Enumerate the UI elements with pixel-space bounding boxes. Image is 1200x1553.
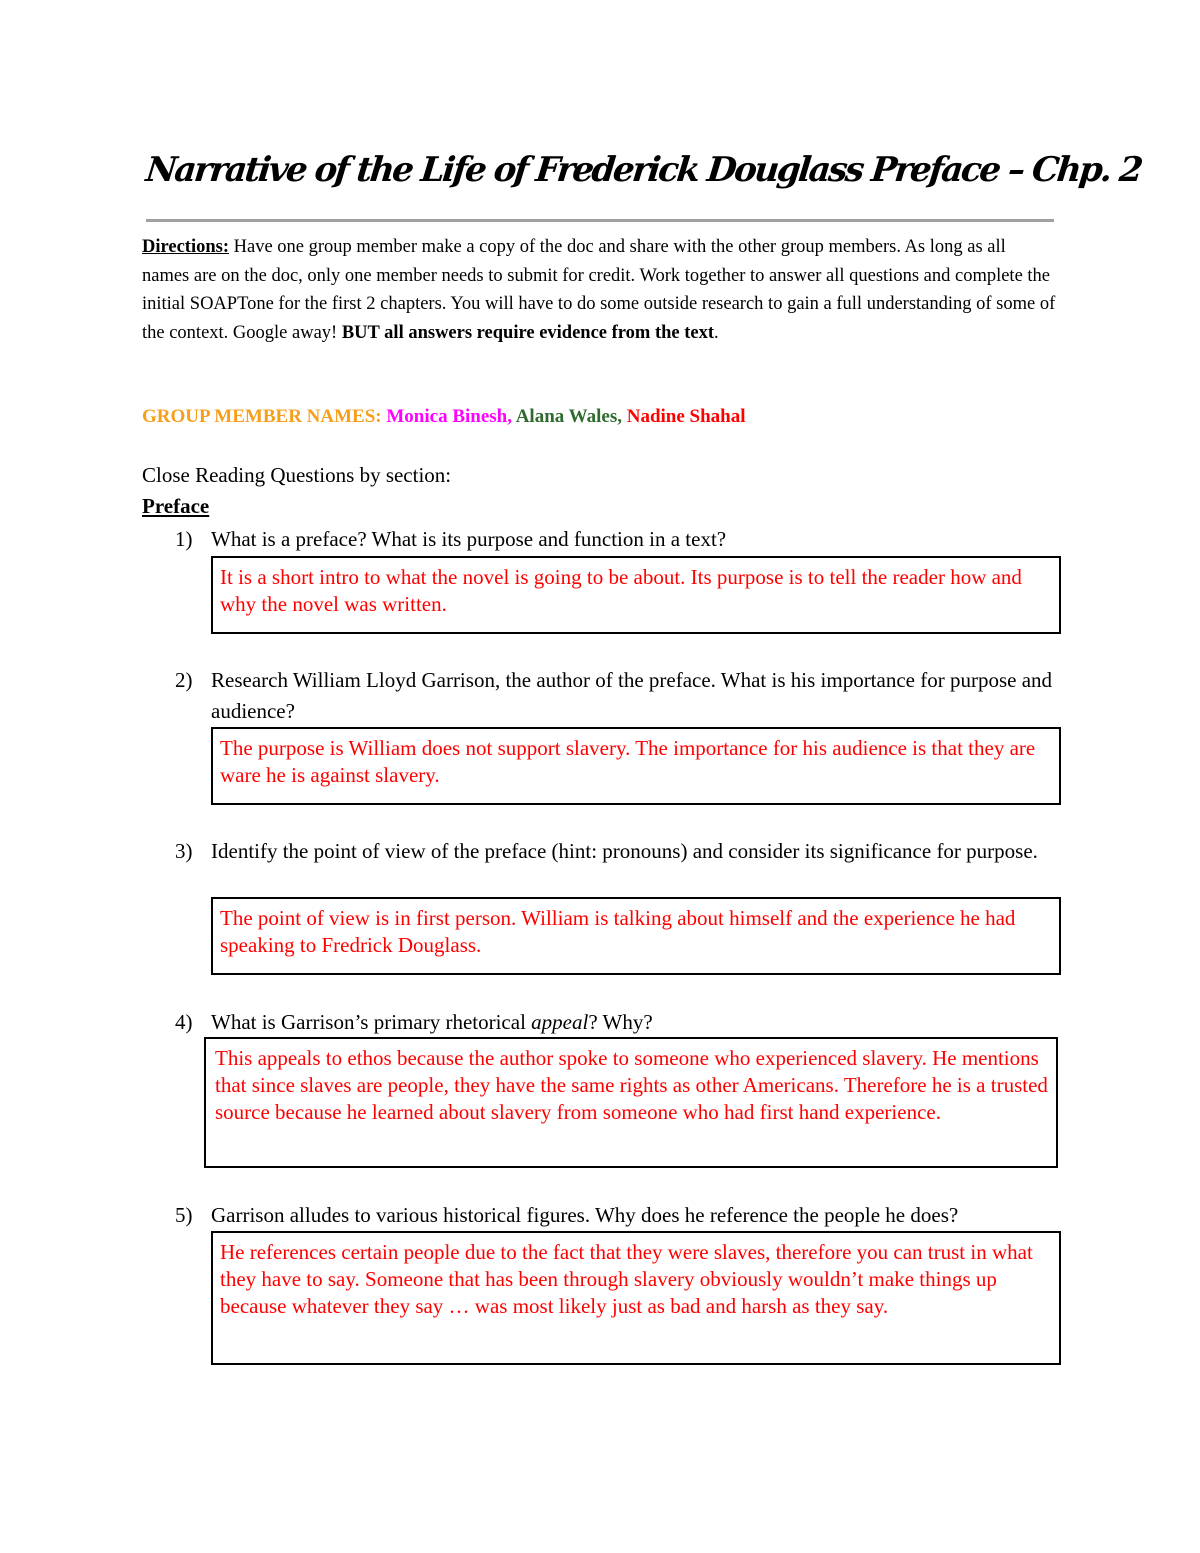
close-reading-heading: Close Reading Questions by section: (142, 463, 452, 487)
question-5 (175, 1200, 1063, 1231)
question-text-part: ? Why? (588, 1010, 653, 1034)
section-heading-preface: Preface (142, 494, 210, 518)
question-text: Garrison alludes to various historical figures. Why does he reference the people he does? (211, 1203, 959, 1227)
question-number: 1) (175, 527, 193, 551)
group-members-label: GROUP MEMBER NAMES: (142, 406, 382, 427)
answer-box-2[interactable]: The purpose is William does not support slavery. The importance for his audience is that they are ware he is against slavery. (211, 727, 1061, 805)
answer-box-1[interactable]: It is a short intro to what the novel is going to be about. Its purpose is to tell the reader how and why the novel was written. (211, 556, 1061, 634)
question-2 (175, 665, 1063, 727)
question-text-italic: appeal (531, 1010, 589, 1034)
question-text (211, 1007, 1063, 1038)
answer-box-3[interactable]: The point of view is in first person. William is talking about himself and the experience he had speaking to Fredrick Douglass. (211, 897, 1061, 975)
answer-box-4[interactable]: This appeals to ethos because the author spoke to someone who experienced slavery. He mentions that since slaves are people, they have the same rights as other Americans. Therefore he is a trusted source because he learned about slavery from someone who had first hand experience. (204, 1037, 1058, 1168)
question-number: 4) (175, 1010, 193, 1034)
question-text: Research William Lloyd Garrison, the author of the preface. What is his importance for purpose and audience? (211, 668, 1053, 723)
question-text-part: What is Garrison’s primary rhetorical (211, 1010, 532, 1034)
directions-end: . (714, 322, 719, 343)
question-text: Identify the point of view of the preface (hint: pronouns) and consider its significance for purpose. (211, 839, 1038, 863)
question-text: What is a preface? What is its purpose and function in a text? (211, 527, 727, 551)
directions-label: Directions: (142, 237, 229, 257)
question-number: 3) (175, 839, 193, 863)
question-number: 5) (175, 1203, 193, 1227)
page-title: Narrative of the Life of Frederick Douglass Preface – Chp. 2 (143, 150, 1143, 190)
question-number: 2) (175, 668, 193, 692)
answer-box-5[interactable]: He references certain people due to the fact that they were slaves, therefore you can trust in what they have to say. Someone that has been through slavery obviously wouldn’t make things up because whatever they say … was most likely just as bad and harsh as they say. (211, 1231, 1061, 1365)
question-3 (175, 836, 1063, 867)
group-members-line (142, 406, 746, 428)
directions-emphasis: BUT all answers require evidence from the text (341, 322, 715, 343)
directions-paragraph (142, 233, 1056, 347)
question-4 (175, 1007, 1063, 1038)
title-divider (146, 219, 1054, 222)
directions-text: Have one group member make a copy of the doc and share with the other group members. As long as all names are on the doc, only one member needs to submit for credit. Work together to answer all questions and complete the initial SOAPTone for the first 2 chapters. You will have to do some outside research to gain a full understanding of some of the context. Google away! (142, 237, 1056, 343)
group-member-name: Alana Wales, (515, 406, 622, 427)
group-member-name: Monica Binesh, (386, 406, 512, 427)
question-1 (175, 524, 1063, 555)
group-member-name: Nadine Shahal (626, 406, 746, 427)
